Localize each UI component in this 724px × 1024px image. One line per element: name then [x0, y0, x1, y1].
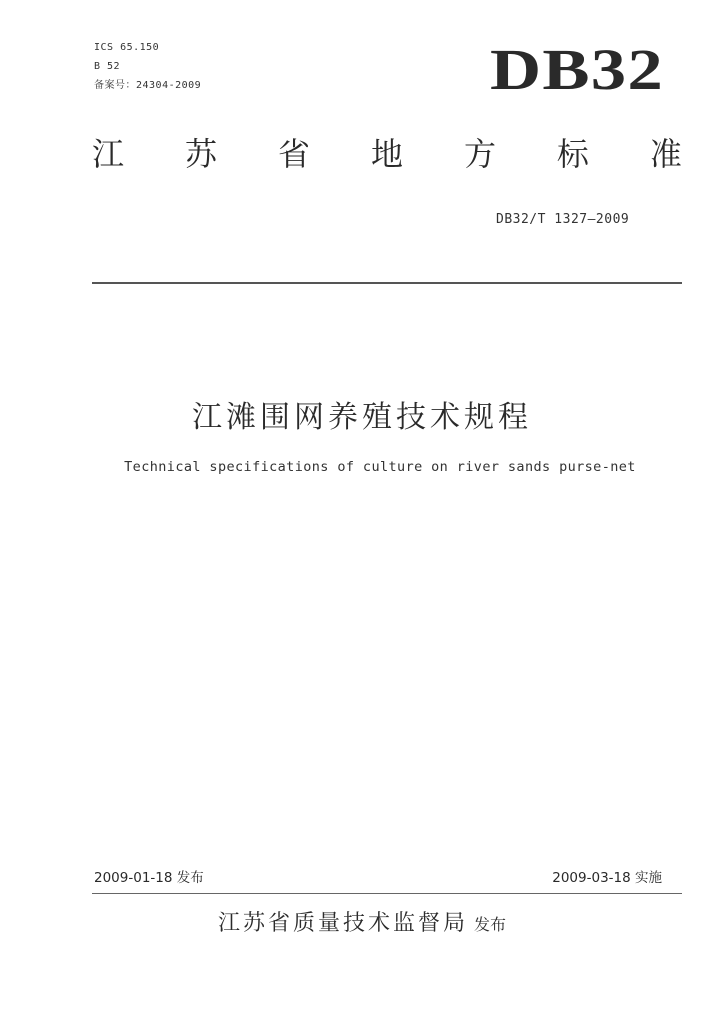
publish-date: 2009-01-18 发布: [94, 870, 204, 886]
top-divider: [92, 282, 682, 284]
issuer-name: 江苏省质量技术监督局: [217, 911, 468, 936]
title-char: 苏: [184, 135, 217, 173]
record-number: 备案号：24304-2009: [94, 80, 202, 91]
title-char: 准: [649, 135, 682, 173]
standard-type-title: [92, 134, 682, 174]
title-char: 江: [92, 135, 125, 173]
issuer-suffix: 发布: [474, 915, 507, 934]
document-title-cn: 江滩围网养殖技术规程: [192, 400, 532, 435]
standard-number: DB32/T 1327—2009: [496, 212, 630, 227]
title-char: 省: [277, 135, 310, 173]
issuer-line: [0, 906, 724, 937]
db32-logo: DB32: [490, 37, 664, 102]
ics-code: ICS 65.150: [94, 42, 160, 53]
bottom-divider: [92, 893, 682, 894]
title-char: 标: [556, 135, 589, 173]
title-char: 方: [463, 135, 496, 173]
implement-date: 2009-03-18 实施: [552, 870, 662, 886]
classification-block: [94, 38, 201, 95]
document-title-en: Technical specifications of culture on river sands purse-net: [124, 459, 636, 475]
title-char: 地: [370, 135, 403, 173]
ccs-code: B 52: [94, 61, 121, 72]
